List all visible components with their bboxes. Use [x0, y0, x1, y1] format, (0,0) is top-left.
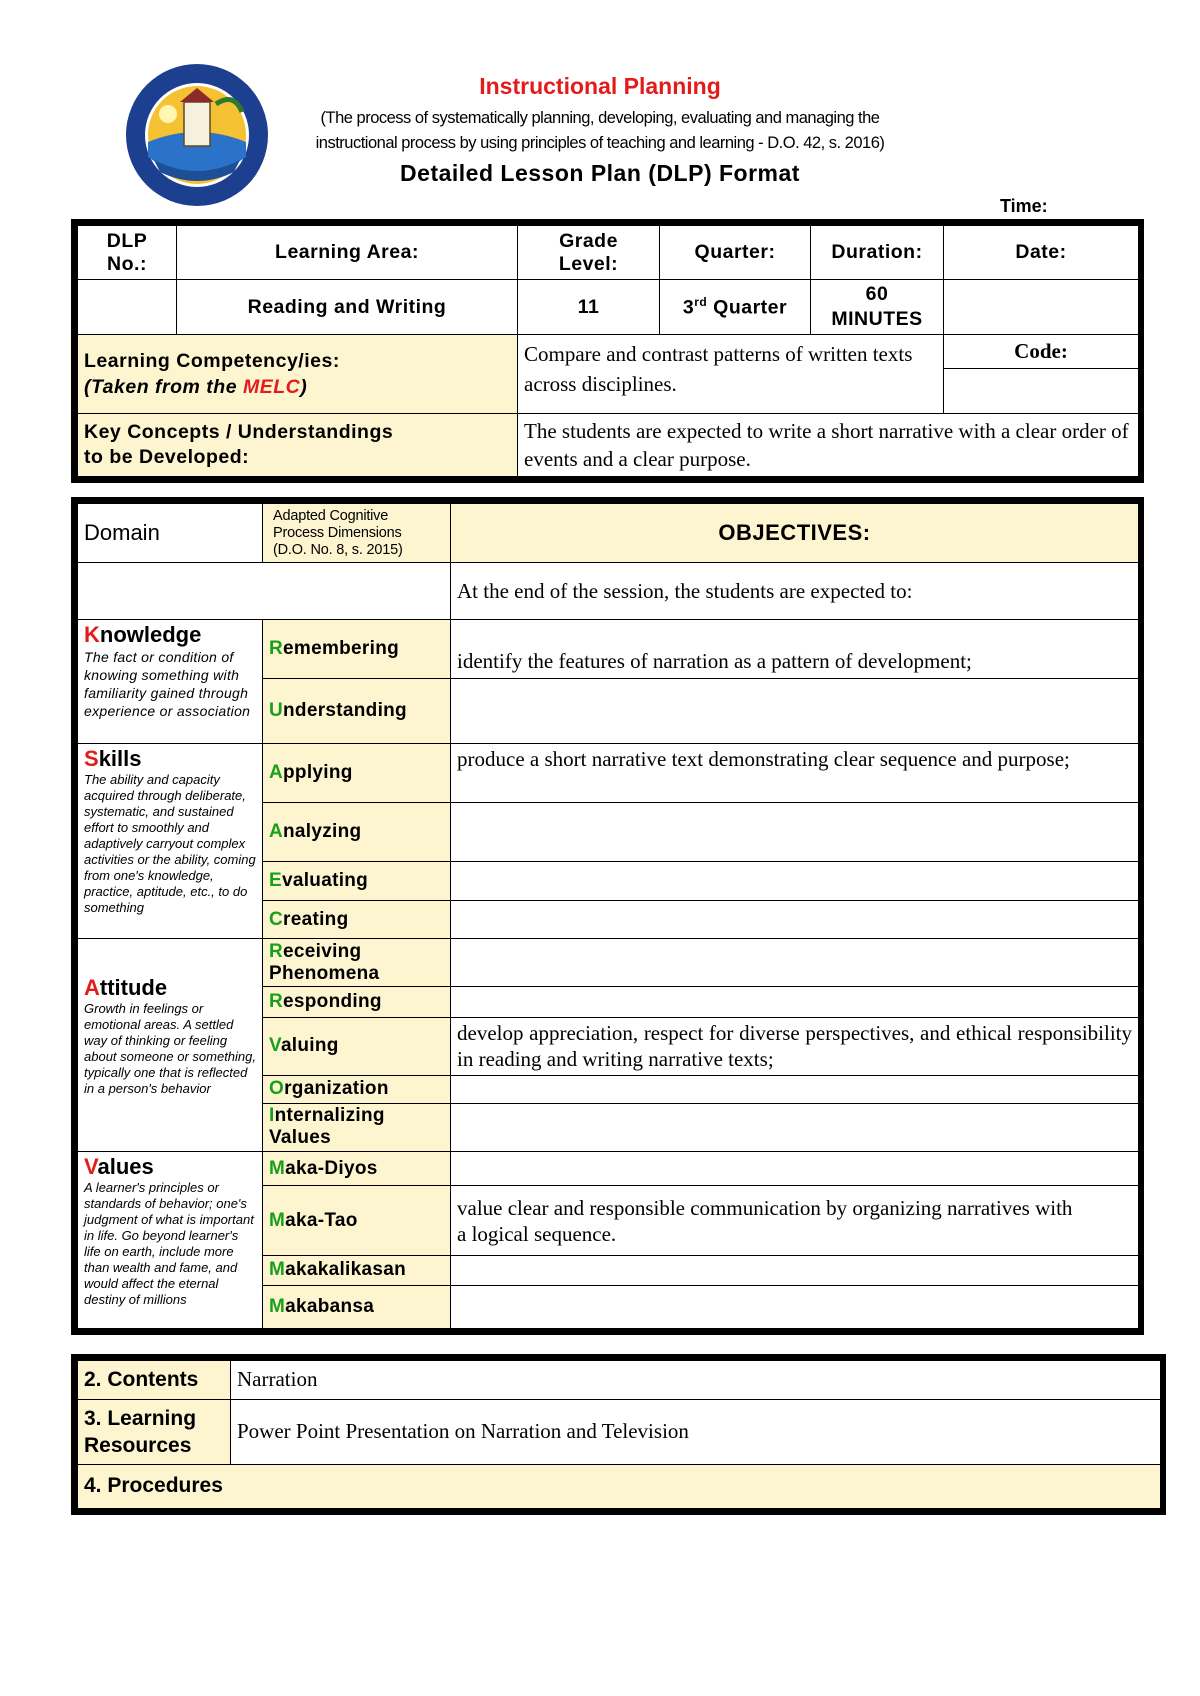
level-responding: Responding — [263, 987, 451, 1018]
competency-label: Learning Competency/ies: (Taken from the MELC) — [78, 334, 518, 413]
procedures-label: 4. Procedures — [78, 1464, 1161, 1508]
objectives-table-box — [71, 497, 1144, 1335]
description-line-2: instructional process by using principles of teaching and learning - D.O. 42, s. 2016) — [315, 134, 885, 152]
level-maka-diyos: Maka-Diyos — [263, 1151, 451, 1186]
contents-value: Narration — [231, 1361, 1161, 1400]
objective-responding — [451, 987, 1139, 1018]
duration-label: Duration: — [811, 226, 944, 280]
objective-evaluating — [451, 862, 1139, 901]
objectives-intro: At the end of the session, the students are expected to: — [451, 563, 1139, 620]
dlp-format-title: Detailed Lesson Plan (DLP) Format — [400, 160, 800, 186]
domain-knowledge: Knowledge The fact or condition of knowing something with familiarity gained through experience or association — [78, 619, 263, 743]
level-valuing: Valuing — [263, 1017, 451, 1075]
level-evaluating: Evaluating — [263, 862, 451, 901]
learning-area-value: Reading and Writing — [177, 280, 518, 334]
level-makakalikasan: Makakalikasan — [263, 1255, 451, 1286]
level-makabansa: Makabansa — [263, 1286, 451, 1329]
objective-remembering: identify the features of narration as a pattern of development; — [451, 619, 1139, 678]
procedures-table-box — [71, 1354, 1166, 1515]
objectives-header: OBJECTIVES: — [451, 504, 1139, 563]
date-value[interactable] — [944, 280, 1139, 334]
objective-valuing: develop appreciation, respect for diverse perspectives, and ethical responsibility in reading and writing narrative texts; — [451, 1017, 1139, 1075]
objective-internalizing — [451, 1104, 1139, 1152]
grade-level-label: Grade Level: — [518, 226, 660, 280]
domain-skills: Skills The ability and capacity acquired through deliberate, systematic, and sustained effort to smoothly and adaptively carryout complex activities or the ability, coming from one's knowledge, practice, aptitude, etc., to do something — [78, 744, 263, 939]
level-understanding: Understanding — [263, 678, 451, 743]
objective-analyzing — [451, 803, 1139, 862]
domain-header: Domain — [78, 504, 263, 563]
description-line-1: (The process of systematically planning, developing, evaluating and managing the — [320, 109, 880, 127]
objective-applying: produce a short narrative text demonstrating clear sequence and purpose; — [451, 744, 1139, 803]
info-table-box — [71, 219, 1144, 483]
code-label: Code: — [944, 334, 1139, 369]
objective-makabansa — [451, 1286, 1139, 1329]
quarter-value: 3rd Quarter — [660, 280, 811, 334]
level-analyzing: Analyzing — [263, 803, 451, 862]
division-seal-logo — [124, 62, 270, 208]
level-maka-tao: Maka-Tao — [263, 1186, 451, 1255]
objectives-table — [77, 503, 1139, 1329]
level-internalizing-values: Internalizing Values — [263, 1104, 451, 1152]
duration-value: 60 MINUTES — [811, 280, 944, 334]
date-label: Date: — [944, 226, 1139, 280]
level-applying: Applying — [263, 744, 451, 803]
competency-value: Compare and contrast patterns of written texts across disciplines. — [518, 334, 944, 413]
quarter-label: Quarter: — [660, 226, 811, 280]
grade-level-value: 11 — [518, 280, 660, 334]
domain-values: Values A learner's principles or standards of behavior; one's judgment of what is important in life. Go beyond learner's life on earth, include more than wealth and fame, and would affect the eternal destiny of millions — [78, 1151, 263, 1328]
objective-maka-tao: value clear and responsible communication by organizing narratives with a logical sequence. — [451, 1186, 1139, 1255]
learning-area-label: Learning Area: — [177, 226, 518, 280]
key-concepts-value: The students are expected to write a short narrative with a clear order of events and a clear purpose. — [518, 414, 1139, 477]
resources-value: Power Point Presentation on Narration and Television — [231, 1399, 1161, 1464]
objective-makakalikasan — [451, 1255, 1139, 1286]
header-description — [280, 106, 920, 156]
domain-attitude: Attitude Growth in feelings or emotional areas. A settled way of thinking or feeling about someone or something, typically one that is reflected in a person's behavior — [78, 939, 263, 1152]
cognitive-dimensions-header: Adapted Cognitive Process Dimensions (D.O. No. 8, s. 2015) — [263, 504, 451, 563]
level-remembering: Remembering — [263, 619, 451, 678]
key-concepts-label: Key Concepts / Understandings to be Developed: — [78, 414, 518, 477]
header-title: Instructional Planning — [479, 73, 721, 99]
resources-label: 3. Learning Resources — [78, 1399, 231, 1464]
level-receiving-phenomena: Receiving Phenomena — [263, 939, 451, 987]
objective-receiving — [451, 939, 1139, 987]
objective-understanding — [451, 678, 1139, 743]
procedures-table — [77, 1360, 1161, 1509]
dlp-no-label: DLP No.: — [78, 226, 177, 280]
info-table — [77, 225, 1139, 477]
objective-maka-diyos — [451, 1151, 1139, 1186]
dlp-no-value[interactable] — [78, 280, 177, 334]
code-value[interactable] — [944, 369, 1139, 414]
objective-organization — [451, 1075, 1139, 1103]
level-creating: Creating — [263, 900, 451, 939]
intro-blank — [78, 563, 451, 620]
objective-creating — [451, 900, 1139, 939]
time-label: Time: — [1000, 196, 1048, 216]
contents-label: 2. Contents — [78, 1361, 231, 1400]
level-organization: Organization — [263, 1075, 451, 1103]
